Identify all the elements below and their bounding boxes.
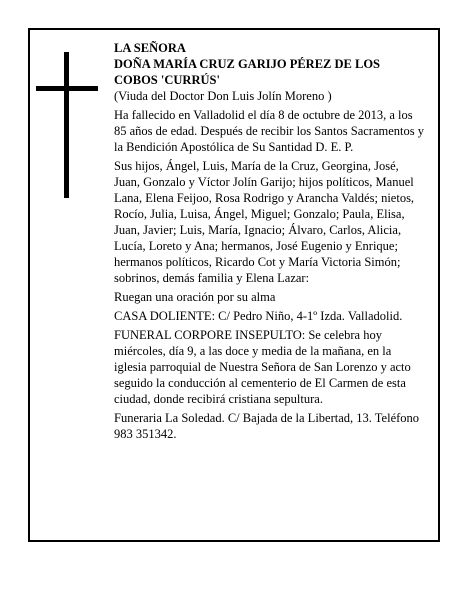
obituary-title: LA SEÑORA — [114, 41, 186, 55]
cross-horizontal-bar — [36, 86, 98, 91]
funeral-details: FUNERAL CORPORE INSEPULTO: Se celebra hoy miércoles, día 9, a las doce y media de la mañana, en la iglesia parroquial de Nuestra Señora de San Lorenzo y acto seguido la conducción al cementerio de El Carmen de esta ciudad, donde recibirá cristiana sepultura. — [114, 328, 411, 406]
funeral-home-contact: Funeraria La Soledad. C/ Bajada de la Libertad, 13. Teléfono 983 351342. — [114, 411, 420, 441]
family-paragraph: Sus hijos, Ángel, Luis, María de la Cruz, Georgina, José, Juan, Gonzalo y Víctor Jolín Garijo; hijos políticos, Manuel Lana, Elena Feijoo, Rosa Rodrigo y Arancha Valdés; nietos, Rocío, Julia, Luisa, Ángel, Miguel; Gonzalo; Paula, Elisa, Juan, Javier; Luis, María, Ignacio; Álvaro, Carlos, Alicia, Lucía, Loreto y Ana; hermanos, José Eugenio y Enrique; hermanos políticos, Ricardo Cot y María Victoria Simón; sobrinos, demás familia y Elena Lazar: — [114, 159, 415, 285]
cross-icon — [36, 52, 98, 198]
mourning-home-address: CASA DOLIENTE: C/ Pedro Niño, 4-1º Izda. Valladolid. — [114, 309, 403, 323]
widow-note: (Viuda del Doctor Don Luis Jolín Moreno ) — [114, 89, 332, 103]
death-notice-paragraph: Ha fallecido en Valladolid el día 8 de octubre de 2013, a los 85 años de edad. Después de recibir los Santos Sacramentos y la Bendición Apostólica de Su Santidad D. E. P. — [114, 108, 424, 154]
cross-vertical-bar — [64, 52, 69, 198]
obituary-text — [114, 40, 426, 445]
prayer-request: Ruegan una oración por su alma — [114, 290, 276, 304]
obituary-heading — [114, 40, 426, 88]
deceased-name: DOÑA MARÍA CRUZ GARIJO PÉREZ DE LOS COBOS 'CURRÚS' — [114, 57, 381, 87]
